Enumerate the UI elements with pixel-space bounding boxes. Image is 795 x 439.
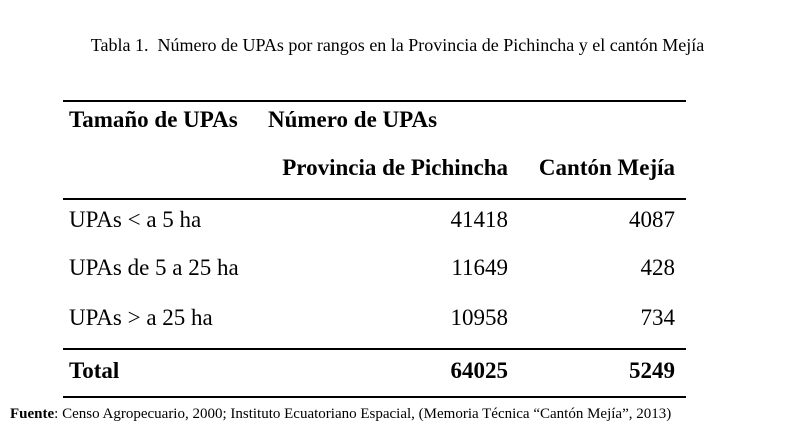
table-caption bbox=[0, 35, 795, 57]
table-row bbox=[63, 298, 686, 348]
column-header-mejia: Cantón Mejía bbox=[538, 155, 675, 180]
source-note-text: : Censo Agropecuario, 2000; Instituto Ecuatoriano Espacial, (Memoria Técnica “Cantón Mejía”, 2013) bbox=[54, 406, 672, 422]
table-row bbox=[63, 198, 686, 248]
total-value-pichincha: 64025 bbox=[450, 358, 508, 383]
column-header-empty bbox=[63, 155, 268, 198]
row-value-mejia: 4087 bbox=[629, 207, 675, 232]
row-value-pichincha: 41418 bbox=[450, 207, 508, 232]
table-row bbox=[63, 248, 686, 298]
total-value-mejia: 5249 bbox=[629, 358, 675, 383]
row-value-pichincha: 11649 bbox=[451, 255, 508, 280]
source-note bbox=[10, 405, 671, 423]
row-label: UPAs > a 25 ha bbox=[69, 305, 213, 330]
table-total-row bbox=[63, 348, 686, 398]
source-note-label: Fuente bbox=[10, 406, 55, 422]
column-header-size: Tamaño de UPAs bbox=[69, 107, 238, 132]
table-header-row-2 bbox=[63, 152, 686, 198]
column-group-header-number-of-upas: Número de UPAs bbox=[268, 107, 438, 132]
row-value-mejia: 428 bbox=[640, 255, 675, 280]
row-value-pichincha: 10958 bbox=[450, 305, 508, 330]
row-value-mejia: 734 bbox=[640, 305, 675, 330]
table-caption-text: Número de UPAs por rangos en la Provincia de Pichincha y el cantón Mejía bbox=[157, 35, 705, 55]
column-header-pichincha: Provincia de Pichincha bbox=[282, 155, 508, 180]
row-label: UPAs de 5 a 25 ha bbox=[69, 255, 239, 280]
total-label: Total bbox=[69, 358, 120, 383]
table-caption-label: Tabla 1. bbox=[90, 35, 149, 55]
row-label: UPAs < a 5 ha bbox=[69, 207, 202, 232]
table-header-row-1 bbox=[63, 100, 686, 152]
upa-data-table bbox=[63, 100, 686, 398]
